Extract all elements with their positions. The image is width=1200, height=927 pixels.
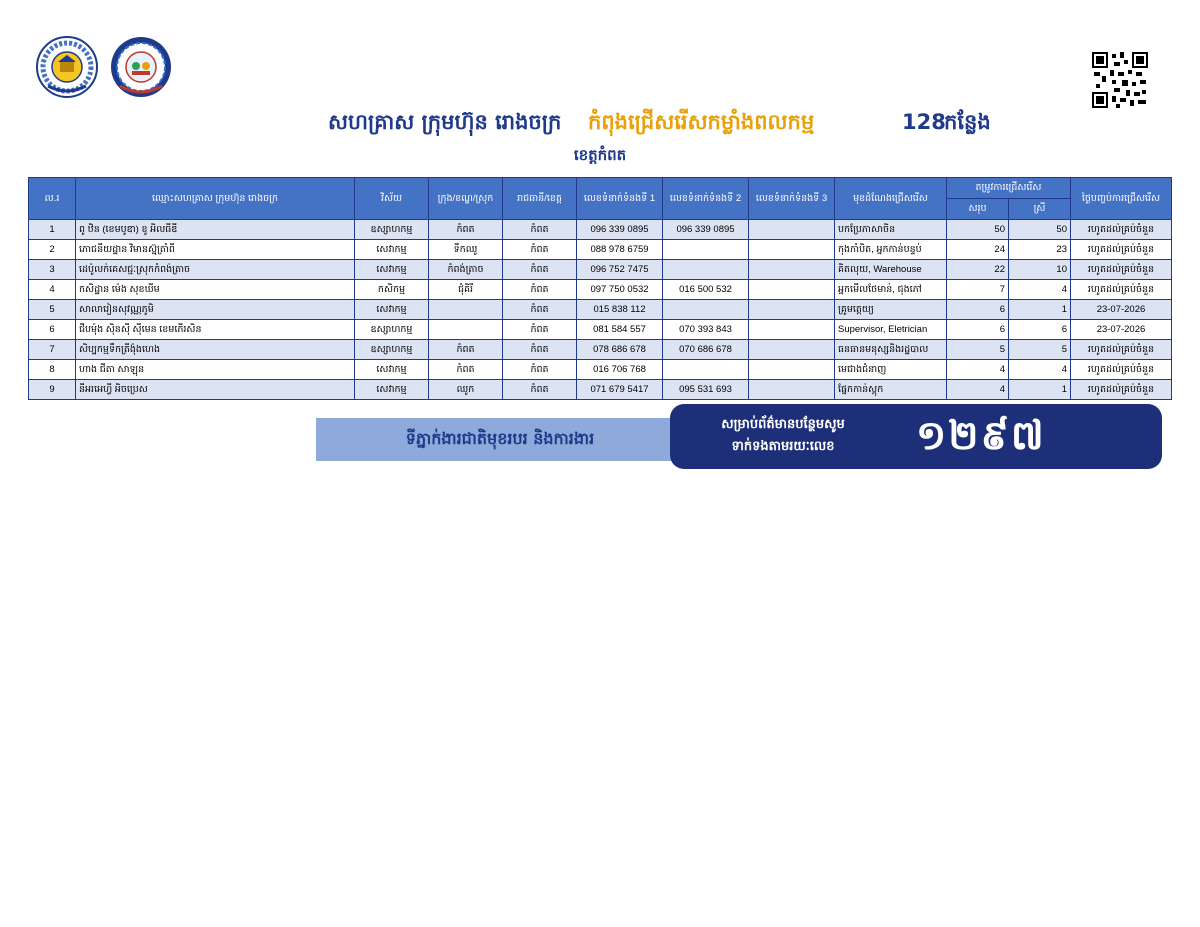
hotline-caption	[698, 414, 868, 458]
hotline-caption-line1: សម្រាប់ព័ត៌មានបន្ថែមសូម	[721, 417, 845, 432]
cell-female: 4	[1009, 280, 1071, 300]
cell-name: សិប្បកម្មទឹកត្រីង៉ុងហេង	[76, 340, 355, 360]
cell-district: កំពង់ត្រាច	[429, 260, 503, 280]
cell-province: កំពត	[503, 360, 577, 380]
cell-female: 10	[1009, 260, 1071, 280]
cell-deadline: រហូតដល់គ្រប់ចំនួន	[1071, 260, 1172, 280]
cell-phone1: 078 686 678	[577, 340, 663, 360]
cell-position: ធនធានមនុស្សនិងរដ្ឋបាល	[835, 340, 947, 360]
province-subtitle: ខេត្តកំពត	[573, 146, 627, 164]
cell-name: ជីបម៉ុង ស៊ិនស៊ី ស៊ីមេន ខេមភើរសិន	[76, 320, 355, 340]
cell-position: គិតលុយ, Warehouse	[835, 260, 947, 280]
cell-phone2: 016 500 532	[663, 280, 749, 300]
cell-deadline: រហូតដល់គ្រប់ចំនួន	[1071, 340, 1172, 360]
cell-deadline: រហូតដល់គ្រប់ចំនួន	[1071, 380, 1172, 400]
cell-total: 4	[947, 360, 1009, 380]
cell-phone1: 015 838 112	[577, 300, 663, 320]
cell-name: ហាង ជីតា សាឡុន	[76, 360, 355, 380]
cell-province: កំពត	[503, 260, 577, 280]
cell-no: 8	[29, 360, 76, 380]
cell-phone1: 096 752 7475	[577, 260, 663, 280]
cell-position: អ្នកមើលថែមាន់, ជុងភៅ	[835, 280, 947, 300]
cell-position: មេជាងជំនាញ	[835, 360, 947, 380]
cell-phone1: 071 679 5417	[577, 380, 663, 400]
jobs-table	[28, 177, 1172, 400]
cell-female: 1	[1009, 380, 1071, 400]
cell-phone2	[663, 360, 749, 380]
cell-female: 23	[1009, 240, 1071, 260]
cell-district: ឈូក	[429, 380, 503, 400]
cell-sector: ឧស្សាហកម្ម	[355, 320, 429, 340]
col-header-no: ល.រ	[29, 178, 76, 220]
col-header-phone3: លេខទំនាក់ទំនងទី 3	[749, 178, 835, 220]
table-row	[29, 320, 1172, 340]
cell-total: 50	[947, 220, 1009, 240]
table-row	[29, 300, 1172, 320]
cell-name: ភោជនីយដ្ឋាន វិមានស្ល៊ុត្រាំពី	[76, 240, 355, 260]
cell-female: 5	[1009, 340, 1071, 360]
col-header-female: ស្រី	[1009, 199, 1071, 220]
cell-district: កំពត	[429, 340, 503, 360]
org-title: សហគ្រាស ក្រុមហ៊ុន រោងចក្រ	[328, 110, 562, 134]
ministry-seal-logo-icon	[36, 36, 98, 98]
cell-phone1: 088 978 6759	[577, 240, 663, 260]
cell-sector: ឧស្សាហកម្ម	[355, 340, 429, 360]
cell-name: កសិដ្ឋាន ម៉េង សុខឃីម	[76, 280, 355, 300]
qr-code-icon	[1092, 52, 1148, 108]
col-header-district: ក្រុង/ខណ្ឌ/ស្រុក	[429, 178, 503, 220]
cell-sector: កសិកម្ម	[355, 280, 429, 300]
cell-name: នីអរអេហ្វី អិចប្រេស	[76, 380, 355, 400]
cell-province: កំពត	[503, 300, 577, 320]
col-header-name: ឈ្មោះសហគ្រាស ក្រុមហ៊ុន រោងចក្រ	[76, 178, 355, 220]
table-row	[29, 260, 1172, 280]
cell-province: កំពត	[503, 380, 577, 400]
cell-no: 3	[29, 260, 76, 280]
cell-province: កំពត	[503, 240, 577, 260]
cell-district: ជុំគិរី	[429, 280, 503, 300]
table-row	[29, 340, 1172, 360]
cell-no: 7	[29, 340, 76, 360]
col-header-deadline: ថ្ងៃបញ្ចប់ការជ្រើសរើស	[1071, 178, 1172, 220]
cell-phone3	[749, 380, 835, 400]
hotline-banner	[670, 404, 1162, 469]
cell-total: 24	[947, 240, 1009, 260]
cell-phone2: 070 393 843	[663, 320, 749, 340]
cell-name: ដេប៉ូលក់គេសជ្ជៈស្រុកកំពង់ត្រាច	[76, 260, 355, 280]
page-title	[0, 104, 1200, 140]
cell-position: កុងកាំបិត, អ្នកកាន់បន្ទប់	[835, 240, 947, 260]
cell-phone3	[749, 260, 835, 280]
vacancy-count: 128	[902, 110, 946, 134]
cell-province: កំពត	[503, 220, 577, 240]
cell-female: 1	[1009, 300, 1071, 320]
table-row	[29, 240, 1172, 260]
table-row	[29, 360, 1172, 380]
cell-position: Supervisor, Eletrician	[835, 320, 947, 340]
cell-total: 6	[947, 300, 1009, 320]
cell-district	[429, 300, 503, 320]
col-header-total: សរុប	[947, 199, 1009, 220]
cell-female: 6	[1009, 320, 1071, 340]
cell-district: ទឹកឈូ	[429, 240, 503, 260]
table-row	[29, 380, 1172, 400]
cell-province: កំពត	[503, 320, 577, 340]
agency-name: ទីភ្នាក់ងារជាតិមុខរបរ និងការងារ	[405, 428, 595, 448]
cell-total: 4	[947, 380, 1009, 400]
cell-no: 2	[29, 240, 76, 260]
cell-total: 5	[947, 340, 1009, 360]
cell-no: 9	[29, 380, 76, 400]
cell-phone1: 016 706 768	[577, 360, 663, 380]
cell-phone2: 070 686 678	[663, 340, 749, 360]
cell-deadline: 23-07-2026	[1071, 320, 1172, 340]
cell-province: កំពត	[503, 280, 577, 300]
col-header-phone1: លេខទំនាក់ទំនងទី 1	[577, 178, 663, 220]
cell-position: បកប្រែភាសាចិន	[835, 220, 947, 240]
cell-phone3	[749, 300, 835, 320]
cell-phone1: 096 339 0895	[577, 220, 663, 240]
cell-phone3	[749, 360, 835, 380]
cell-total: 7	[947, 280, 1009, 300]
cell-phone3	[749, 280, 835, 300]
hotline-caption-line2: ទាក់ទងតាមរយៈលេខ	[731, 439, 835, 454]
cell-sector: សេវាកម្ម	[355, 240, 429, 260]
cell-phone1: 081 584 557	[577, 320, 663, 340]
cell-sector: ឧស្សាហកម្ម	[355, 220, 429, 240]
hotline-number: ១២៩៧	[916, 413, 1046, 459]
cell-deadline: រហូតដល់គ្រប់ចំនួន	[1071, 280, 1172, 300]
cell-deadline: រហូតដល់គ្រប់ចំនួន	[1071, 360, 1172, 380]
cell-phone2	[663, 300, 749, 320]
cell-no: 5	[29, 300, 76, 320]
cell-phone3	[749, 320, 835, 340]
cell-phone2: 095 531 693	[663, 380, 749, 400]
cell-female: 50	[1009, 220, 1071, 240]
col-header-demand: តម្រូវការជ្រើសរើស	[947, 178, 1071, 199]
cell-phone1: 097 750 0532	[577, 280, 663, 300]
cell-deadline: រហូតដល់គ្រប់ចំនួន	[1071, 220, 1172, 240]
cell-phone3	[749, 340, 835, 360]
table-row	[29, 280, 1172, 300]
cell-deadline: រហូតដល់គ្រប់ចំនួន	[1071, 240, 1172, 260]
cell-deadline: 23-07-2026	[1071, 300, 1172, 320]
vacancy-unit: កន្លែង	[944, 110, 991, 134]
col-header-phone2: លេខទំនាក់ទំនងទី 2	[663, 178, 749, 220]
cell-name: សាលារៀនសុវណ្ណភូមិ	[76, 300, 355, 320]
cell-phone2	[663, 240, 749, 260]
cell-sector: សេវាកម្ម	[355, 360, 429, 380]
cell-total: 22	[947, 260, 1009, 280]
cell-no: 6	[29, 320, 76, 340]
cell-name: ពូ ឋិន (ខេមបូឌា) ខូ អិលធីឌី	[76, 220, 355, 240]
table-row	[29, 220, 1172, 240]
cell-position: គ្រូមត្តេយ្យ	[835, 300, 947, 320]
agency-banner	[316, 418, 684, 461]
cell-province: កំពត	[503, 340, 577, 360]
cell-phone2	[663, 260, 749, 280]
cell-total: 6	[947, 320, 1009, 340]
cell-position: ផ្នែកកាន់ស្តុក	[835, 380, 947, 400]
cell-sector: សេវាកម្ម	[355, 300, 429, 320]
col-header-sector: វិស័យ	[355, 178, 429, 220]
col-header-province: រាជធានី/ខេត្ត	[503, 178, 577, 220]
cell-no: 1	[29, 220, 76, 240]
cell-sector: សេវាកម្ម	[355, 380, 429, 400]
cell-female: 4	[1009, 360, 1071, 380]
cell-district: កំពត	[429, 220, 503, 240]
cell-sector: សេវាកម្ម	[355, 260, 429, 280]
cell-no: 4	[29, 280, 76, 300]
cell-district	[429, 320, 503, 340]
cell-phone3	[749, 220, 835, 240]
nea-logo-icon	[110, 36, 172, 98]
cell-phone3	[749, 240, 835, 260]
cell-district: កំពត	[429, 360, 503, 380]
col-header-position: មុខដំណែងជ្រើសរើស	[835, 178, 947, 220]
recruiting-title: កំពុងជ្រើសរើសកម្លាំងពលកម្ម	[588, 110, 815, 134]
cell-phone2: 096 339 0895	[663, 220, 749, 240]
